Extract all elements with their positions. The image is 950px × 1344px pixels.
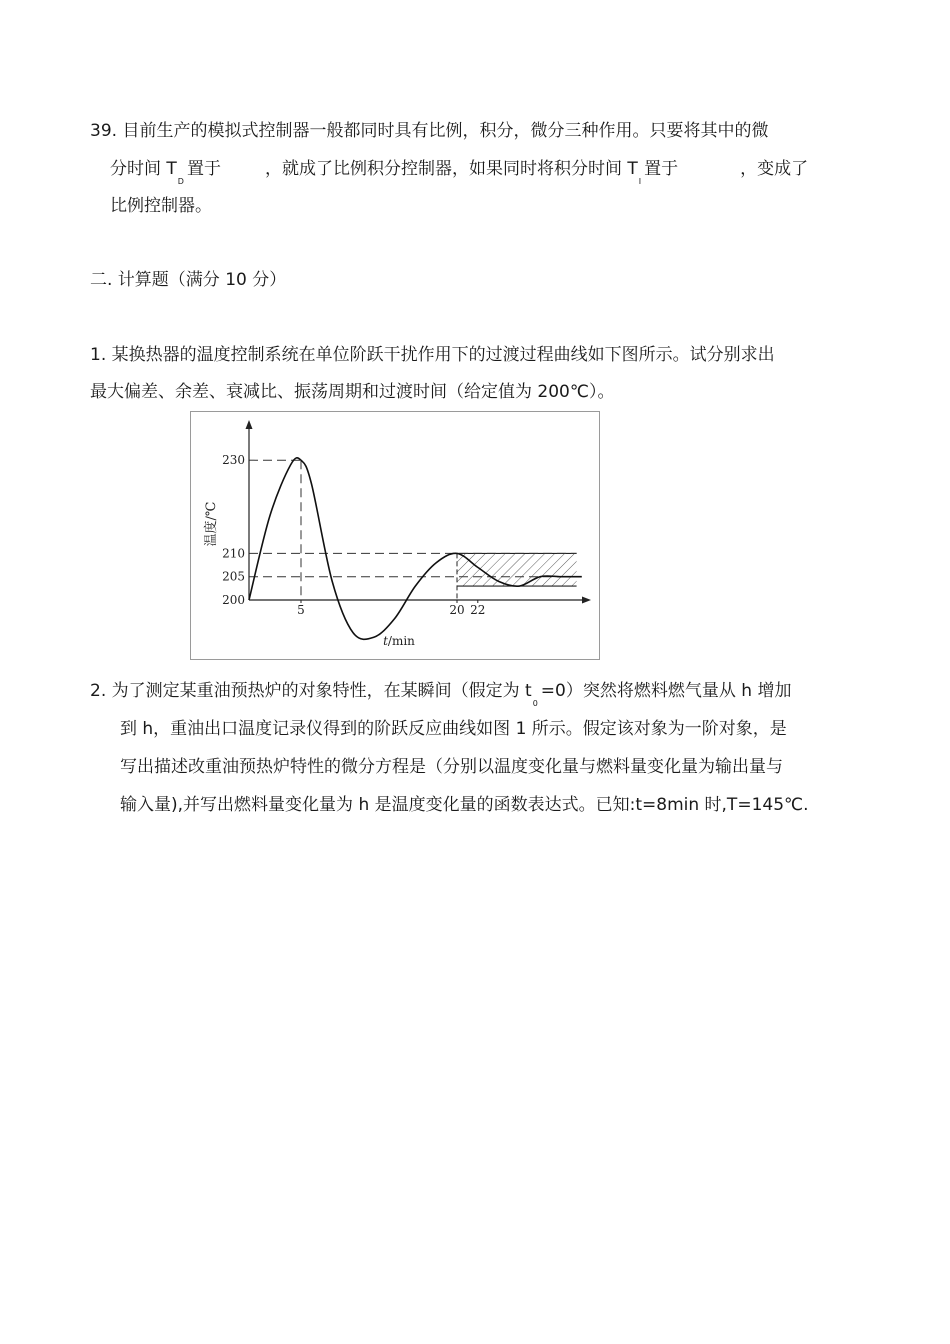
q39-line2: [110, 157, 808, 184]
label-layer: [203, 453, 485, 648]
response-curve-figure: [190, 411, 600, 660]
q39-line2-d: 置于: [644, 159, 679, 179]
q39-line2-c: ，就成了比例积分控制器，如果同时将积分时间 T: [264, 159, 638, 179]
q39-line2-b: 置于: [186, 159, 221, 179]
x-axis-label-unit: /min: [387, 634, 415, 648]
x-tick-label-5: 5: [297, 603, 305, 617]
y-tick-label-230: 230: [222, 453, 245, 468]
x-tick-label-22: 22: [470, 603, 486, 617]
response-curve-chart: [191, 412, 599, 659]
x-axis-label-var: t: [383, 634, 388, 648]
problem2-line1-a: 2. 为了测定某重油预热炉的对象特性，在某瞬间（假定为 t: [90, 681, 532, 701]
y-tick-label-210: 210: [222, 546, 245, 561]
problem1-line2: 最大偏差、余差、衰减比、振荡周期和过渡时间（给定值为 200℃）。: [90, 382, 615, 402]
subscript-0: 0: [532, 699, 538, 708]
y-tick-label-205: 205: [222, 569, 245, 584]
x-axis-arrow: [582, 597, 591, 604]
subscript-i: I: [638, 177, 642, 186]
problem2-line1: [90, 679, 791, 706]
q39-line1: 39. 目前生产的模拟式控制器一般都同时具有比例，积分，微分三种作用。只要将其中的微: [90, 121, 769, 141]
problem2-line3: 写出描述改重油预热炉特性的微分方程是（分别以温度变化量与燃料量变化量为输出量与: [120, 757, 783, 777]
y-tick-label-200: 200: [222, 593, 245, 607]
problem2-line2: 到 h，重油出口温度记录仪得到的阶跃反应曲线如图 1 所示。假定该对象为一阶对象，是: [120, 719, 787, 739]
y-axis-label: 温度/℃: [204, 501, 219, 547]
section-heading: 二. 计算题（满分 10 分）: [90, 270, 287, 290]
problem2-line1-b: =0）突然将燃料燃气量从 h 增加: [540, 681, 792, 701]
problem2-line4: 输入量),并写出燃料量变化量为 h 是温度变化量的函数表达式。已知:t=8min 时,T=145℃.: [120, 795, 809, 815]
x-tick-label-20: 20: [449, 603, 465, 617]
subscript-d: D: [177, 177, 184, 186]
q39-line2-a: 分时间 T: [110, 159, 177, 179]
y-axis-arrow: [246, 420, 253, 429]
q39-line3: 比例控制器。: [110, 196, 212, 216]
x-axis-label: [383, 634, 415, 648]
q39-line2-e: ，变成了: [740, 159, 809, 179]
problem1-line1: 1. 某换热器的温度控制系统在单位阶跃干扰作用下的过渡过程曲线如下图所示。试分别求出: [90, 345, 775, 365]
hatched-band: [457, 553, 577, 586]
